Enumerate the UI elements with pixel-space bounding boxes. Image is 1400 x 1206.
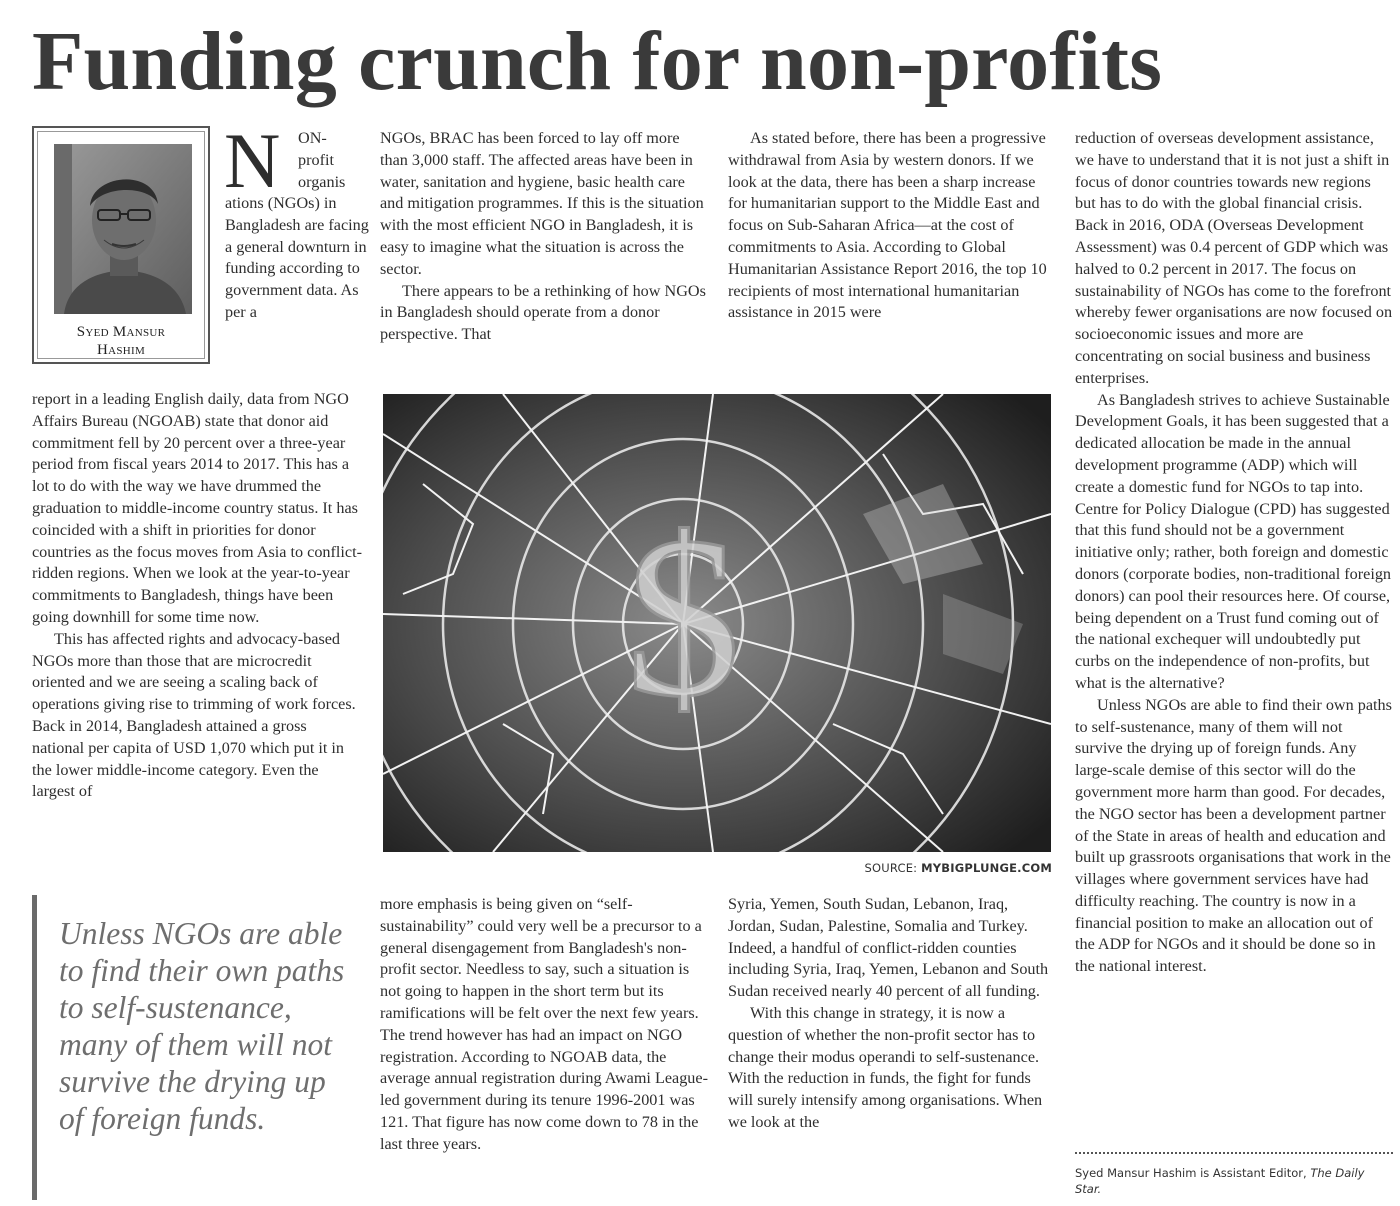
column-1-text [32,389,362,803]
paragraph: reduction of overseas development assistance, we have to understand that it is not just a shift in focus of donor countries towards new regions but has to do with the global financial crisis. Back in 2016, ODA (Overseas Development Assessment) was 0.4 percent of GDP which was halved to 0.2 percent in 2017. The focus on sustainability of NGOs has come to the forefront whereby fewer organisations are now focused on socioeconomic issues and more are concentrating on social business and business enterprises. [1075,129,1393,387]
lead-mid-text: ations (NGOs) in Bangladesh are facing a general downturn in funding according to government data. As per a [225,194,369,321]
column-3-top [728,128,1056,324]
article-photo [383,394,1051,852]
svg-text:$: $ [625,489,741,744]
shattered-glass-dollar-icon [383,394,1051,852]
column-2-top [380,128,710,346]
column-2-bottom [380,894,710,1156]
column-4 [1075,128,1393,978]
paragraph: As stated before, there has been a progressive withdrawal from Asia by western donors. If we look at the data, there has been a sharp increase for humanitarian support to the Middle East and focus on Sub-Saharan Africa—at the cost of commitments to Asia. According to Global Humanitarian Assistance Report 2016, the top 10 recipients of most international humanitarian assistance in 2015 were [728,129,1047,322]
divider [1075,1152,1393,1154]
photo-credit: SOURCE: MYBIGPLUNGE.COM [864,861,1052,875]
paragraph: As Bangladesh strives to achieve Sustainable Development Goals, it has been suggested that a dedicated allocation be made in the annual development programme (ADP) which will create a domestic fund for NGOs to tap into. Centre for Policy Dialogue (CPD) has suggested that this fund should not be a government initiative only; rather, both foreign and domestic donors (corporate bodies, non-traditional foreign donors) can pool their resources here. Of course, being dependent on a Trust fund coming out of the national exchequer will undoubtedly put curbs on the independence of non-profits, but what is the alternative? [1075,390,1392,692]
paragraph: With this change in strategy, it is now a question of whether the non-profit sector has to change their modus operandi to self-sustenance. With the reduction in funds, the fight for funds will surely intensify among organisations. When we look at the [728,1003,1043,1131]
paragraph: There appears to be a rethinking of how NGOs in Bangladesh should operate from a donor perspective. That [380,281,706,344]
author-name: Syed Mansur Hashim [76,324,166,358]
pull-quote: Unless NGOs are able to find their own paths to self-sustenance, many of them will not survive the drying up of foreign funds. [32,895,347,1200]
headline: Funding crunch for non-profits [32,15,1163,108]
lead-narrow-lines: ON- profit organis [298,129,346,191]
author-box [32,126,210,364]
paragraph: Syria, Yemen, South Sudan, Lebanon, Iraq, Jordan, Sudan, Palestine, Somalia and Turkey. Indeed, a handful of conflict-ridden counties including Syria, Iraq, Yemen, Lebanon and South Sudan received nearly 40 percent of all funding. [728,895,1049,1001]
column-3-bottom [728,894,1056,1134]
paragraph: Unless NGOs are able to find their own paths to self-sustenance, many of them will not survive the drying up of foreign funds. Any large-scale demise of this sector will do the government more harm than good. For decades, the NGO sector has been a development partner of the State in areas of health and education and built up grassroots organisations that work in the villages where government services have had difficulty reaching. The country is now in a financial position to make an allocation out of the ADP for NGOs and it should be done so in the national interest. [1075,695,1392,976]
paragraph: NGOs, BRAC has been forced to lay off more than 3,000 staff. The affected areas have been in water, sanitation and hygiene, basic health care and mitigation programmes. If this is the situation with the most efficient NGO in Bangladesh, it is easy to imagine what the situation is across the sector. [380,129,704,278]
author-bio: Syed Mansur Hashim is Assistant Editor, The Daily Star. [1075,1166,1365,1196]
paragraph: This has affected rights and advocacy-based NGOs more than those that are microcredit oriented and we are seeing a scaling back of operations giving rise to trimming of work forces. Back in 2014, Bangladesh attained a gross national per capita of USD 1,070 which put it in the lower middle-income category. Even the largest of [32,629,356,801]
paragraph: report in a leading English daily, data from NGO Affairs Bureau (NGOAB) state that donor aid commitment fell by 20 percent over a three-year period from fiscal years 2014 to 2017. This has a lot to do with the way we have drummed the graduation to middle-income country status. It has coincided with a shift in priorities for donor countries as the focus moves from Asia to conflict-ridden regions. When we look at the year-to-year commitments to Bangladesh, things have been going downhill for some time now. [32,390,362,626]
author-photo-icon [54,144,192,314]
author-portrait [54,144,192,314]
drop-cap: N [224,117,281,204]
paragraph: more emphasis is being given on “self-sustainability” could very well be a precursor to a general disengagement from Bangladesh's non-profit sector. Needless to say, such a situation is not going to happen in the short term but its ramifications will be felt over the next few years. The trend however has had an impact on NGO registration. According to NGOAB data, the average annual registration during Awami League-led government during its tenure 1996-2001 was 121. That figure has now come down to 78 in the last three years. [380,895,708,1153]
